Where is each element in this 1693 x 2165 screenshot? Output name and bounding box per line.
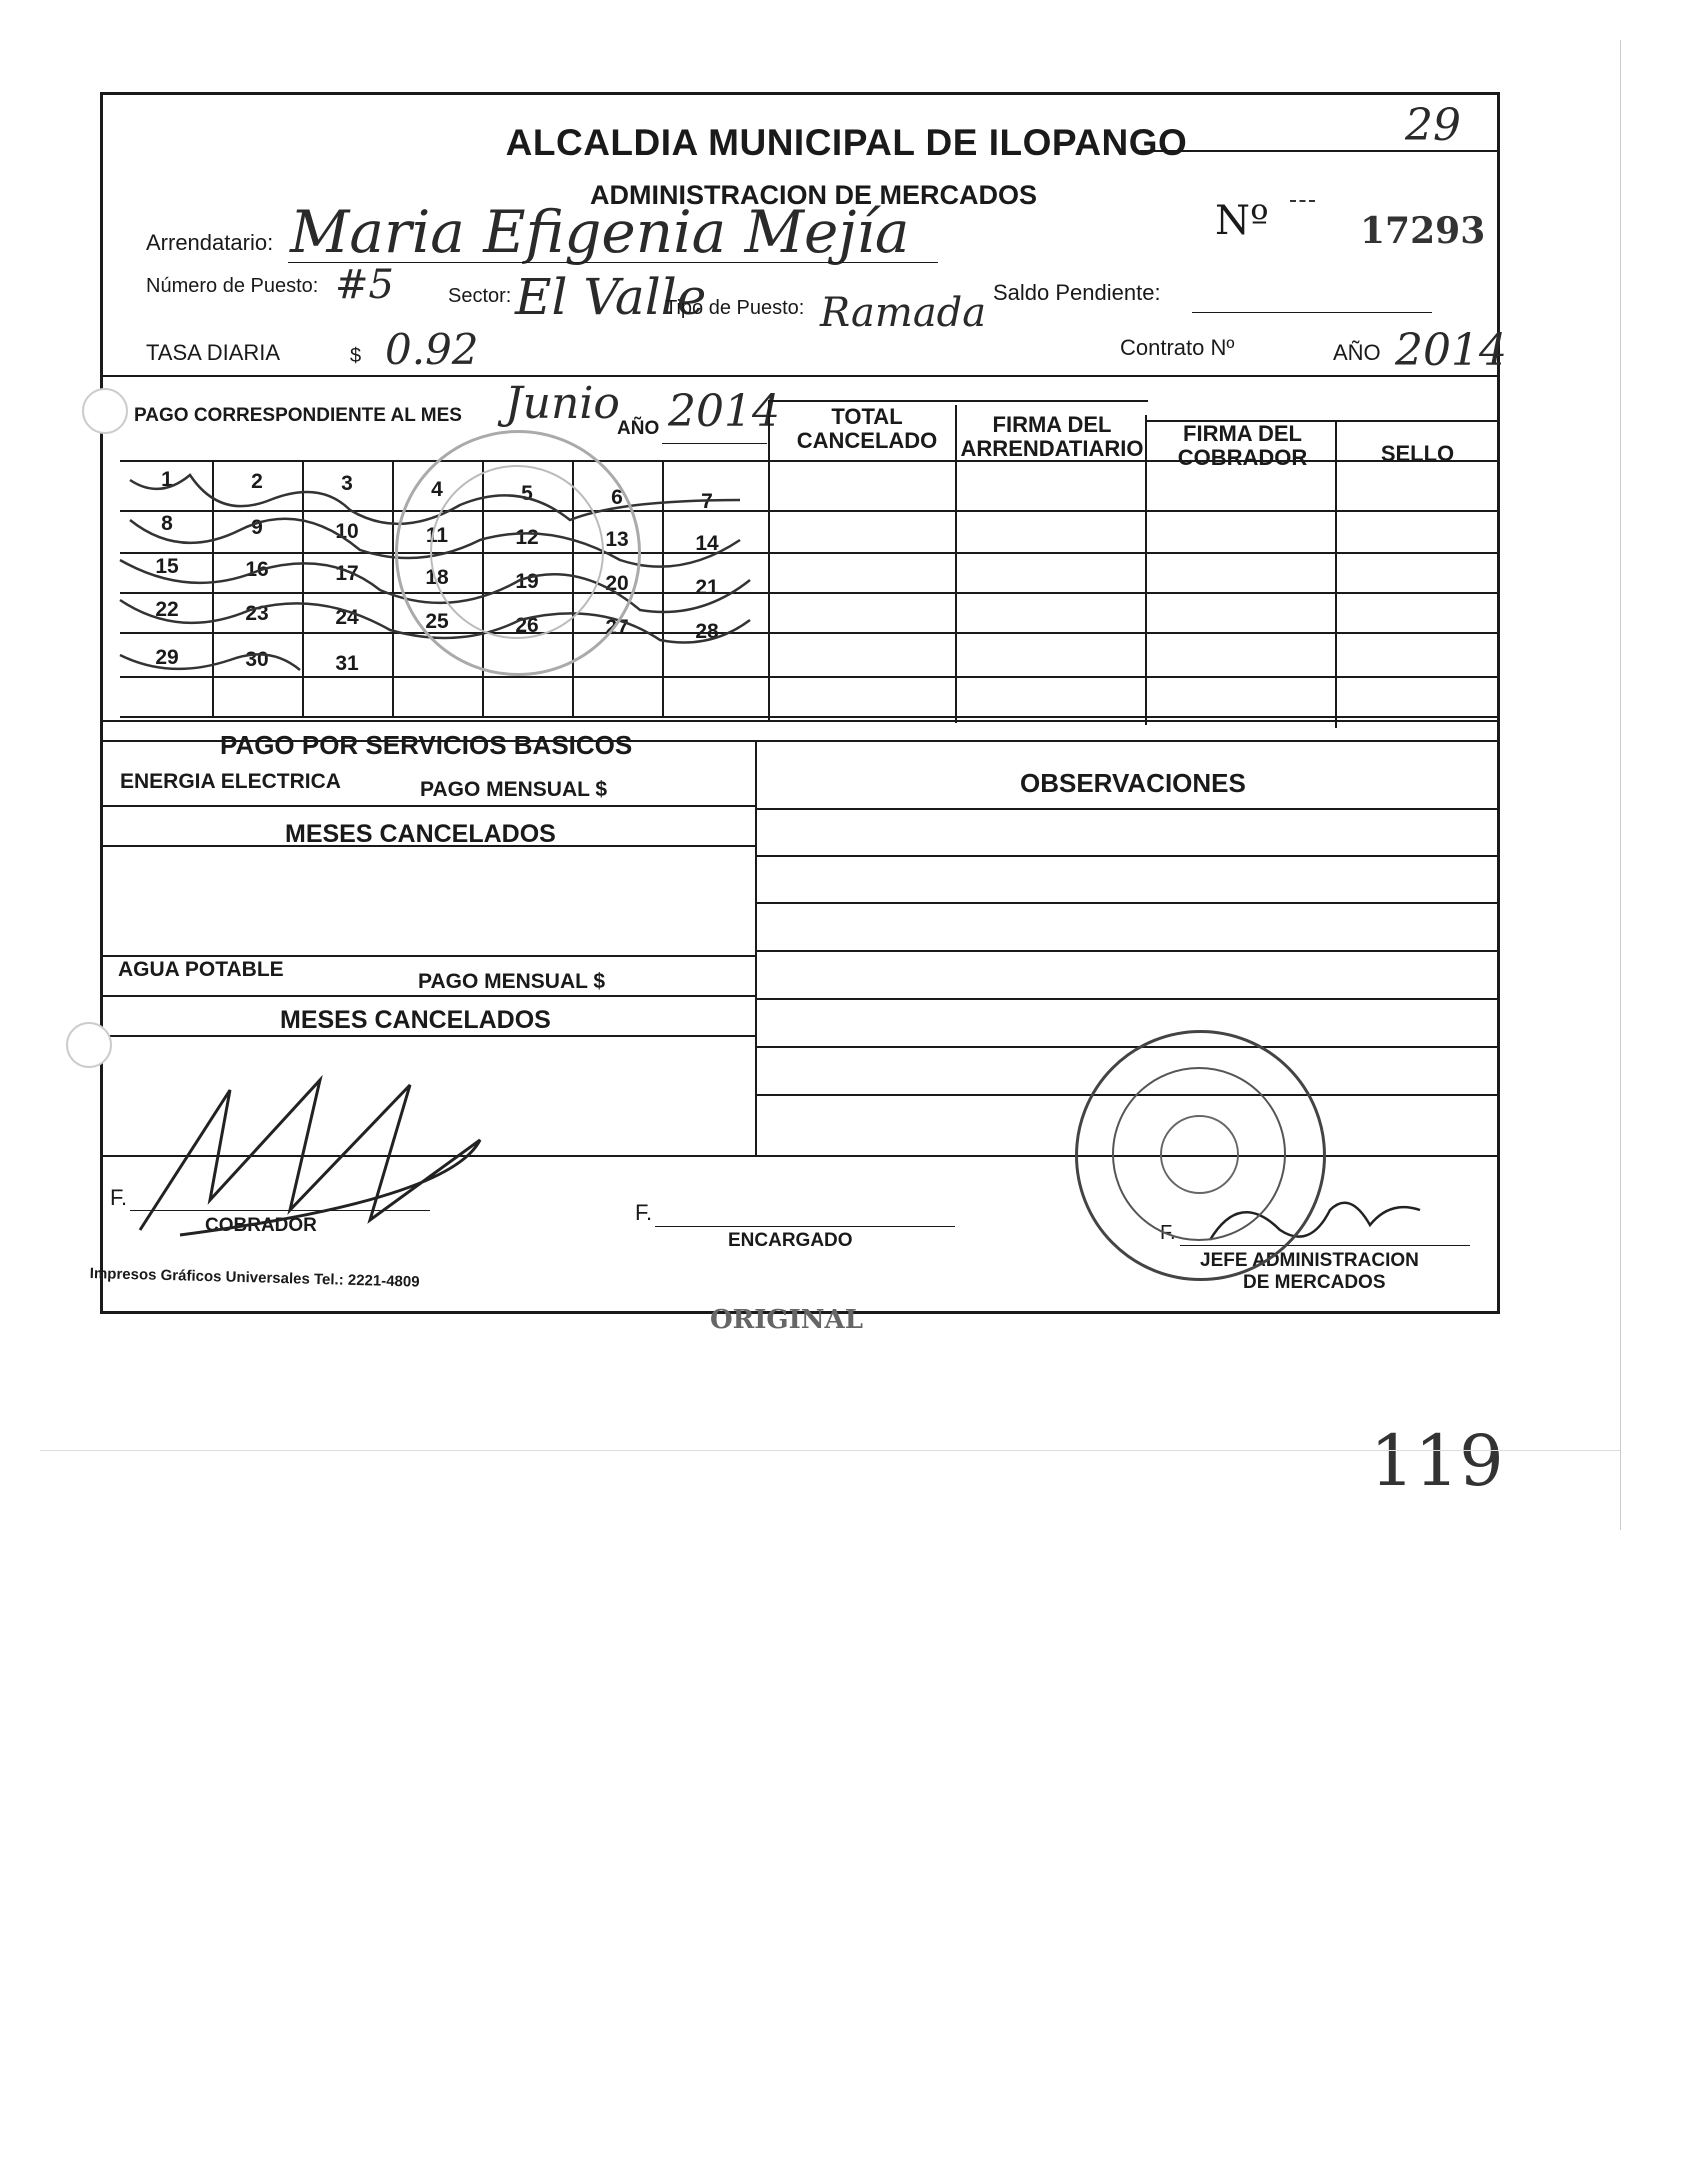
form-title: ALCALDIA MUNICIPAL DE ILOPANGO — [505, 122, 1188, 163]
cobrador-signature — [120, 1060, 540, 1250]
saldo-line — [1192, 312, 1432, 313]
sector-label: Sector: — [448, 285, 512, 307]
cobrador-f: F. — [110, 1185, 128, 1210]
day-cell: 3 — [341, 472, 353, 495]
puesto-label: Número de Puesto: — [146, 275, 319, 297]
saldo-label: Saldo Pendiente: — [993, 280, 1161, 305]
day-cell: 1 — [161, 468, 173, 491]
form-subtitle: ADMINISTRACION DE MERCADOS — [590, 180, 1038, 210]
handwritten-annotation: 119 — [1370, 1420, 1504, 1502]
tasa-rule — [100, 375, 1500, 377]
day-cell: 28 — [695, 620, 719, 643]
encargado-f: F. — [635, 1200, 653, 1225]
servicios-title: PAGO POR SERVICIOS BASICOS — [220, 730, 633, 760]
pago-anio-line — [662, 443, 767, 444]
day-cell: 29 — [155, 646, 179, 669]
day-cell: 6 — [611, 486, 623, 509]
encargado-sign-line — [655, 1226, 955, 1227]
energia-meses-label: MESES CANCELADOS — [285, 820, 556, 848]
hdr-top-1 — [768, 400, 1148, 402]
col-div-4 — [1335, 420, 1337, 728]
day-cell: 17 — [335, 562, 359, 585]
tasa-value: 0.92 — [385, 325, 479, 374]
hole-punch-icon — [66, 1022, 112, 1068]
hole-punch-icon — [82, 388, 128, 434]
day-cell: 2 — [251, 470, 263, 493]
day-cell: 31 — [335, 652, 359, 675]
day-cell: 26 — [515, 614, 539, 637]
contrato-label: Contrato Nº — [1120, 335, 1235, 360]
observaciones-label: OBSERVACIONES — [1020, 768, 1246, 798]
arrendatario-label: Arrendatario: — [146, 230, 274, 255]
tasa-label: TASA DIARIA — [146, 340, 281, 365]
day-cell: 16 — [245, 558, 269, 581]
day-cell: 27 — [605, 616, 629, 639]
servicios-divider — [755, 740, 757, 1155]
encargado-label: ENCARGADO — [728, 1230, 853, 1251]
seal-emblem-icon — [1160, 1115, 1239, 1194]
paper-edge-right — [1620, 40, 1621, 1530]
day-cell: 23 — [245, 602, 269, 625]
puesto-value: #5 — [335, 262, 394, 308]
anio-label: AÑO — [1333, 340, 1381, 365]
day-cell: 24 — [335, 606, 359, 629]
obs-line-2 — [755, 855, 1500, 857]
col-firma-arrendatario: FIRMA DEL ARRENDATIARIO — [960, 412, 1144, 461]
pago-anio-label: AÑO — [617, 418, 660, 439]
cobrador-label: COBRADOR — [205, 1215, 317, 1236]
day-cell: 30 — [245, 648, 269, 671]
jefe-label-2: DE MERCADOS — [1243, 1272, 1386, 1293]
servicios-top-rule — [100, 720, 1500, 722]
day-cell: 11 — [425, 524, 449, 547]
day-cell: 7 — [701, 490, 713, 513]
tipo-puesto-label: Tipo de Puesto: — [665, 297, 805, 319]
day-cell: 22 — [155, 598, 179, 621]
day-cell: 21 — [695, 576, 719, 599]
day-cell: 15 — [155, 555, 179, 578]
day-cell: 8 — [161, 512, 173, 535]
day-cell: 13 — [605, 528, 629, 551]
anio-value: 2014 — [1395, 325, 1507, 376]
hdr-top-2 — [1145, 420, 1500, 422]
strike-row-5 — [120, 654, 300, 670]
day-cell: 12 — [515, 526, 539, 549]
day-cell: 4 — [431, 478, 443, 501]
jefe-f: F. — [1160, 1222, 1176, 1244]
mes-label: PAGO CORRESPONDIENTE AL MES — [134, 405, 462, 426]
tasa-currency: $ — [350, 345, 362, 367]
agua-label: AGUA POTABLE — [118, 958, 284, 981]
col-firma-cobrador: FIRMA DEL COBRADOR — [1177, 421, 1308, 470]
number-label: Nº — [1215, 198, 1269, 244]
obs-line-6 — [755, 1046, 1500, 1048]
agua-top-rule — [100, 955, 755, 957]
agua-meses-rule — [100, 1035, 755, 1037]
receipt-number: 17293 — [1360, 210, 1486, 252]
jefe-label-1: JEFE ADMINISTRACION — [1200, 1250, 1419, 1271]
day-cell: 5 — [521, 482, 533, 505]
day-cell: 20 — [605, 572, 629, 595]
day-cell: 25 — [425, 610, 449, 633]
energia-meses-rule — [100, 845, 755, 847]
day-cell: 9 — [251, 516, 263, 539]
col-sello: SELLO — [1380, 441, 1455, 466]
day-cell: 19 — [515, 570, 539, 593]
page-number: 29 — [1405, 100, 1461, 151]
obs-line-1 — [755, 808, 1500, 810]
day-cell: 18 — [425, 566, 449, 589]
day-cell: 14 — [695, 532, 719, 555]
energia-pago-label: PAGO MENSUAL $ — [420, 778, 608, 801]
pago-anio-value: 2014 — [668, 386, 780, 437]
printer-line: Impresos Gráficos Universales Tel.: 2221-4809 — [89, 1265, 420, 1291]
sector-value: El Valle — [515, 268, 707, 326]
obs-line-3 — [755, 902, 1500, 904]
agua-rule — [100, 995, 755, 997]
agua-meses-label: MESES CANCELADOS — [280, 1006, 551, 1034]
tipo-puesto-value: Ramada — [820, 290, 987, 336]
col-total-cancelado: TOTAL CANCELADO — [796, 404, 938, 453]
number-dash — [1290, 200, 1315, 202]
obs-line-4 — [755, 950, 1500, 952]
agua-pago-label: PAGO MENSUAL $ — [418, 970, 606, 993]
copy-label: ORIGINAL — [710, 1305, 864, 1335]
energia-label: ENERGIA ELECTRICA — [120, 770, 341, 793]
official-stamp-faint-inner — [430, 465, 604, 639]
mes-value: Junio — [505, 378, 620, 429]
arrendatario-value: Maria Efigenia Mejía — [290, 198, 910, 266]
obs-line-5 — [755, 998, 1500, 1000]
paper-edge-bottom — [40, 1450, 1620, 1451]
day-cell: 10 — [335, 520, 359, 543]
energia-rule — [100, 805, 755, 807]
